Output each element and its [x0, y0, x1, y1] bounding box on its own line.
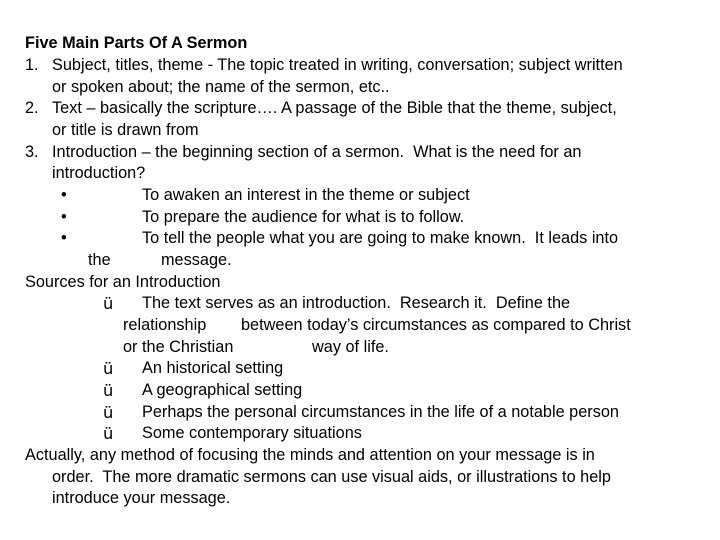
closing-paragraph-cont-2: introduce your message. [52, 489, 231, 507]
checkmark-icon: ü [103, 294, 114, 313]
list-item-2-text: Text – basically the scripture…. A passage of the Bible that the theme, subject, [52, 99, 617, 117]
checkmark-icon: ü [103, 424, 114, 443]
list-item-1-text-cont: or spoken about; the name of the sermon, etc.. [52, 78, 390, 96]
check-item-3-text: A geographical setting [142, 381, 303, 399]
checkmark-icon: ü [103, 403, 114, 422]
closing-paragraph-cont-1: order. The more dramatic sermons can use visual aids, or illustrations to help [52, 468, 611, 486]
check-item-2-text: An historical setting [142, 359, 284, 377]
check-item-4-text: Perhaps the personal circumstances in the life of a notable person [142, 403, 619, 421]
bullet-icon: • [61, 208, 67, 226]
closing-paragraph: Actually, any method of focusing the minds and attention on your message is in [25, 446, 595, 464]
check-item-1-cont-d: way of life. [312, 338, 389, 356]
check-item-5-text: Some contemporary situations [142, 424, 362, 442]
sources-heading: Sources for an Introduction [25, 273, 221, 291]
list-item-3-text: Introduction – the beginning section of a sermon. What is the need for an [52, 143, 582, 161]
check-item-1-cont-c: or the Christian [123, 338, 234, 356]
list-item-1-text: Subject, titles, theme - The topic treated in writing, conversation; subject written [52, 56, 623, 74]
check-item-1-cont-b: between today’s circumstances as compared to Christ [241, 316, 631, 334]
check-item-1-cont-a: relationship [123, 316, 207, 334]
bullet-icon: • [61, 186, 67, 204]
bullet-icon: • [61, 229, 67, 247]
page-title: Five Main Parts Of A Sermon [25, 34, 248, 52]
list-item-3-number: 3. [25, 143, 39, 161]
bullet-item-2-text: To prepare the audience for what is to follow. [142, 208, 465, 226]
checkmark-icon: ü [103, 381, 114, 400]
list-item-1-number: 1. [25, 56, 39, 74]
bullet-item-3-cont-b: message. [161, 251, 232, 269]
list-item-3-text-cont: introduction? [52, 164, 146, 182]
bullet-item-1-text: To awaken an interest in the theme or subject [142, 186, 470, 204]
checkmark-icon: ü [103, 359, 114, 378]
check-item-1-text: The text serves as an introduction. Research it. Define the [142, 294, 571, 312]
bullet-item-3-text: To tell the people what you are going to make known. It leads into [142, 229, 619, 247]
list-item-2-number: 2. [25, 99, 39, 117]
bullet-item-3-cont-a: the [88, 251, 111, 269]
list-item-2-text-cont: or title is drawn from [52, 121, 199, 139]
